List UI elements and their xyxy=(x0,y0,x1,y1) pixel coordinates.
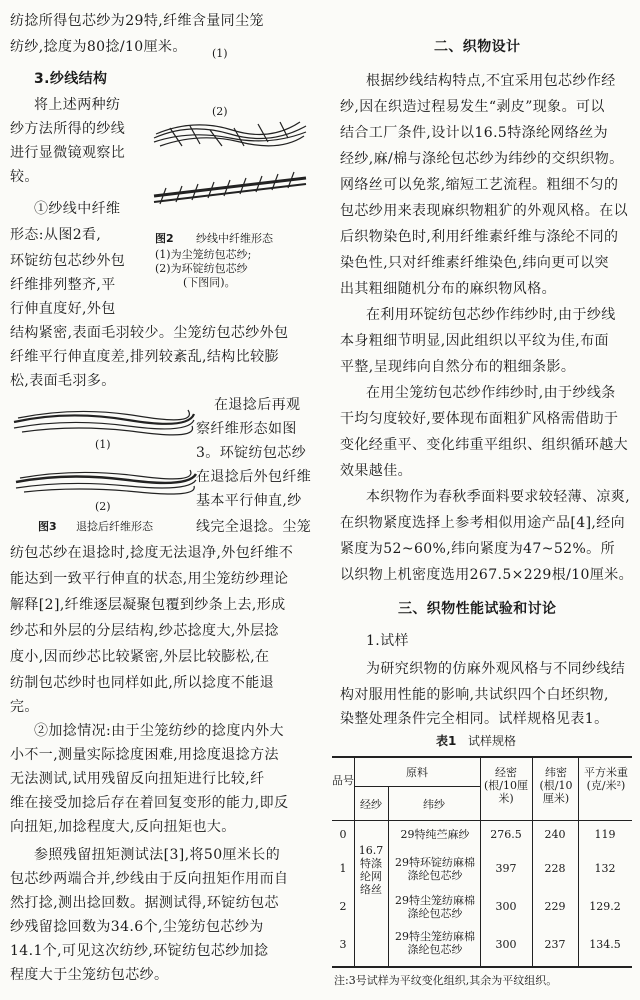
row-2-weft-density: 229 xyxy=(544,900,566,913)
text-line: 纤维平行伸直度差,排列较紊乱,结构比较膨 xyxy=(10,349,279,365)
table-1-note: 注:3号试样为平纹变化组织,其余为平纹组织。 xyxy=(334,974,558,987)
table-1-label: 表1 xyxy=(436,734,457,748)
text-line: 变化经重平、变化纬重平组织、组织循环越大 xyxy=(340,437,628,453)
text-line: 紧度为52~60%,纬向紧度为47~52%。所 xyxy=(340,541,615,557)
row-0-no: 0 xyxy=(339,828,347,841)
row-2-weight: 129.2 xyxy=(589,900,621,913)
text-line: 包芯纱两端合并,纱线由于反向扭矩作用而自 xyxy=(10,871,289,887)
text-line: 平整,呈现纬向自然分布的粗细条影。 xyxy=(340,359,576,375)
text-line: 结合工厂条件,设计以16.5特涤纶网络丝为 xyxy=(340,125,609,141)
row-2-warp-density: 300 xyxy=(495,900,517,913)
text-line: 察纤维形态如图 xyxy=(196,421,297,437)
text-line: 纺捻所得包芯纱为29特,纤维含量同尘笼 xyxy=(10,13,264,29)
header-weft: 纬纱 xyxy=(423,798,445,811)
text-line: 纱方法所得的纱线 xyxy=(10,121,126,137)
text-line: 行伸直度好,外包 xyxy=(10,301,116,317)
warp-yarn-cell: 16.7特涤纶网络丝 xyxy=(358,844,384,896)
row-1-warp-density: 397 xyxy=(495,862,517,875)
header-warp: 经纱 xyxy=(360,798,382,811)
text-line: 根据纱线结构特点,不宜采用包芯纱作经 xyxy=(366,73,616,89)
text-line: 度小,因而纱芯比较紧密,外层比较膨松,在 xyxy=(10,649,270,665)
text-line: 纱,因在织造过程易发生“剥皮”现象。可以 xyxy=(340,99,605,115)
section-3-title: 三、织物性能试验和讨论 xyxy=(398,601,557,617)
row-2-no: 2 xyxy=(339,900,347,913)
table-1 xyxy=(332,756,632,970)
text-line: 结构紧密,表面毛羽较少。尘笼纺包芯纱外包 xyxy=(10,325,289,341)
row-1-weight: 132 xyxy=(594,862,616,875)
text-line: 纺包芯纱在退捻时,捻度无法退净,外包纤维不 xyxy=(10,545,294,561)
figure-2-sublabel-2: (2) xyxy=(212,105,228,118)
subheading-yarn-structure: 3.纱线结构 xyxy=(34,71,108,87)
row-1-weft: 29特环锭纺麻棉涤纶包芯纱 xyxy=(395,856,475,882)
row-1-no: 1 xyxy=(339,862,347,875)
row-3-warp-density: 300 xyxy=(495,938,517,951)
row-1-weft-density: 228 xyxy=(544,862,566,875)
text-line: 以织物上机密度选用267.5×229根/10厘米。 xyxy=(340,567,634,583)
text-line: 纺纱,捻度为80捻/10厘米。 xyxy=(10,39,187,55)
figure-2-sublabel-1: (1) xyxy=(212,47,228,60)
text-line: 环锭纺包芯纱外包 xyxy=(10,253,126,269)
figure-3-sublabel-1: (1) xyxy=(95,438,111,451)
text-line: 纱残留捻回数为34.6个,尘笼纺包芯纱为 xyxy=(10,919,264,935)
figure-3-yarn-image xyxy=(8,398,198,508)
subheading-sample: 1.试样 xyxy=(366,633,409,649)
header-material: 原料 xyxy=(406,766,428,779)
text-line: 程度大于尘笼纺包芯纱。 xyxy=(10,967,169,983)
text-line: 本身粗细节明显,因此组织以平纹为佳,布面 xyxy=(340,333,609,349)
text-line: 染色性,只对纤维素纤维染色,纬向更可以突 xyxy=(340,255,609,271)
text-line: 较。 xyxy=(10,169,39,185)
text-line: 构对服用性能的影响,共试织四个白坯织物, xyxy=(340,687,609,703)
row-0-weight: 119 xyxy=(594,828,616,841)
text-line: 纤维排列整齐,平 xyxy=(10,277,116,293)
text-line: 染整处理条件完全相同。试样规格见表1。 xyxy=(340,711,609,727)
row-3-weft: 29特尘笼纺麻棉涤纶包芯纱 xyxy=(395,930,475,956)
header-warp-density: 经密(根/10厘米) xyxy=(484,766,528,805)
row-0-weft-density: 240 xyxy=(544,828,566,841)
text-line: ②加捻情况:由于尘笼纺纱的捻度内外大 xyxy=(34,723,284,739)
text-line: 在退捻后再观 xyxy=(214,397,301,413)
figure-3-label: 图3 xyxy=(38,520,57,533)
header-sample-no: 品号 xyxy=(332,774,354,787)
text-line: 14.1个,可见这次纺纱,环锭纺包芯纱加捻 xyxy=(10,943,269,959)
text-line: 向扭矩,加捻程度大,反向扭矩也大。 xyxy=(10,819,236,835)
row-0-warp-density: 276.5 xyxy=(490,828,522,841)
figure-2-item: (下图同)。 xyxy=(183,276,236,289)
text-line: 效果越佳。 xyxy=(340,463,412,479)
text-line: 为研究织物的仿麻外观风格与不同纱线结 xyxy=(366,661,626,677)
row-3-no: 3 xyxy=(339,938,347,951)
figure-3-title: 退捻后纤维形态 xyxy=(76,520,153,533)
figure-2-title: 纱线中纤维形态 xyxy=(196,232,273,245)
text-line: 进行显微镜观察比 xyxy=(10,145,126,161)
row-3-weight: 134.5 xyxy=(589,938,621,951)
text-line: 在退捻后外包纤维 xyxy=(196,469,312,485)
figure-2-item: (2)为环锭纺包芯纱 xyxy=(155,262,248,275)
text-line: 在用尘笼纺包芯纱作纬纱时,由于纱线条 xyxy=(366,385,616,401)
text-line: 形态:从图2看, xyxy=(10,227,102,243)
figure-2-item: (1)为尘笼纺包芯纱; xyxy=(155,248,252,261)
text-line: 出其粗细随机分布的麻织物风格。 xyxy=(340,281,556,297)
section-2-title: 二、织物设计 xyxy=(434,39,521,55)
text-line: 无法测试,试用残留反向扭矩进行比较,纤 xyxy=(10,771,265,787)
text-line: 在织物紧度选择上参考相似用途产品[4],经向 xyxy=(340,515,626,531)
text-line: 线完全退捻。尘笼 xyxy=(196,519,312,535)
text-line: 在利用环锭纺包芯纱作纬纱时,由于纱线 xyxy=(366,307,616,323)
row-2-weft: 29特尘笼纺麻棉涤纶包芯纱 xyxy=(395,894,475,920)
figure-3-sublabel-2: (2) xyxy=(95,500,111,513)
text-line: 网络丝可以免浆,缩短工艺流程。粗细不匀的 xyxy=(340,177,619,193)
text-line: 小不一,测量实际捻度困难,用捻度退捻方法 xyxy=(10,747,279,763)
row-3-weft-density: 237 xyxy=(544,938,566,951)
text-line: 基本平行伸直,纱 xyxy=(196,493,302,509)
text-line: 松,表面毛羽多。 xyxy=(10,373,116,389)
text-line: 纺制包芯纱时也同样如此,所以捻度不能退 xyxy=(10,675,275,691)
text-line: 将上述两种纺 xyxy=(34,97,121,113)
text-line: 本织物作为春秋季面料要求较轻薄、凉爽, xyxy=(366,489,631,505)
figure-2-label: 图2 xyxy=(155,232,174,245)
text-line: 完。 xyxy=(10,699,39,715)
row-0-weft: 29特纯苎麻纱 xyxy=(400,828,470,841)
text-line: 3。环锭纺包芯纱 xyxy=(196,445,307,461)
text-line: ①纱线中纤维 xyxy=(34,201,121,217)
text-line: 能达到一致平行伸直的状态,用尘笼纺纱理论 xyxy=(10,571,289,587)
text-line: 解释[2],纤维逐层凝聚包覆到纱条上去,形成 xyxy=(10,597,286,613)
header-weft-density: 纬密(根/10厘米) xyxy=(539,766,573,805)
text-line: 干均匀度较好,要体现布面粗犷风格需借助于 xyxy=(340,411,619,427)
text-line: 后织物染色时,利用纤维素纤维与涤纶不同的 xyxy=(340,229,619,245)
text-line: 经纱,麻/棉与涤纶包芯纱为纬纱的交织织物。 xyxy=(340,151,624,167)
figure-2-yarn-image xyxy=(150,112,310,222)
text-line: 纱芯和外层的分层结构,纱芯捻度大,外层捻 xyxy=(10,623,279,639)
text-line: 然打捻,测出捻回数。据测试得,环锭纺包芯 xyxy=(10,895,279,911)
table-1-title: 试样规格 xyxy=(468,734,517,748)
text-line: 包芯纱用来表现麻织物粗犷的外观风格。在以 xyxy=(340,203,628,219)
text-line: 参照残留扭矩测试法[3],将50厘米长的 xyxy=(34,847,281,863)
header-weight: 平方米重(克/米²) xyxy=(584,766,628,792)
text-line: 维在接受加捻后存在着回复变形的能力,即反 xyxy=(10,795,289,811)
